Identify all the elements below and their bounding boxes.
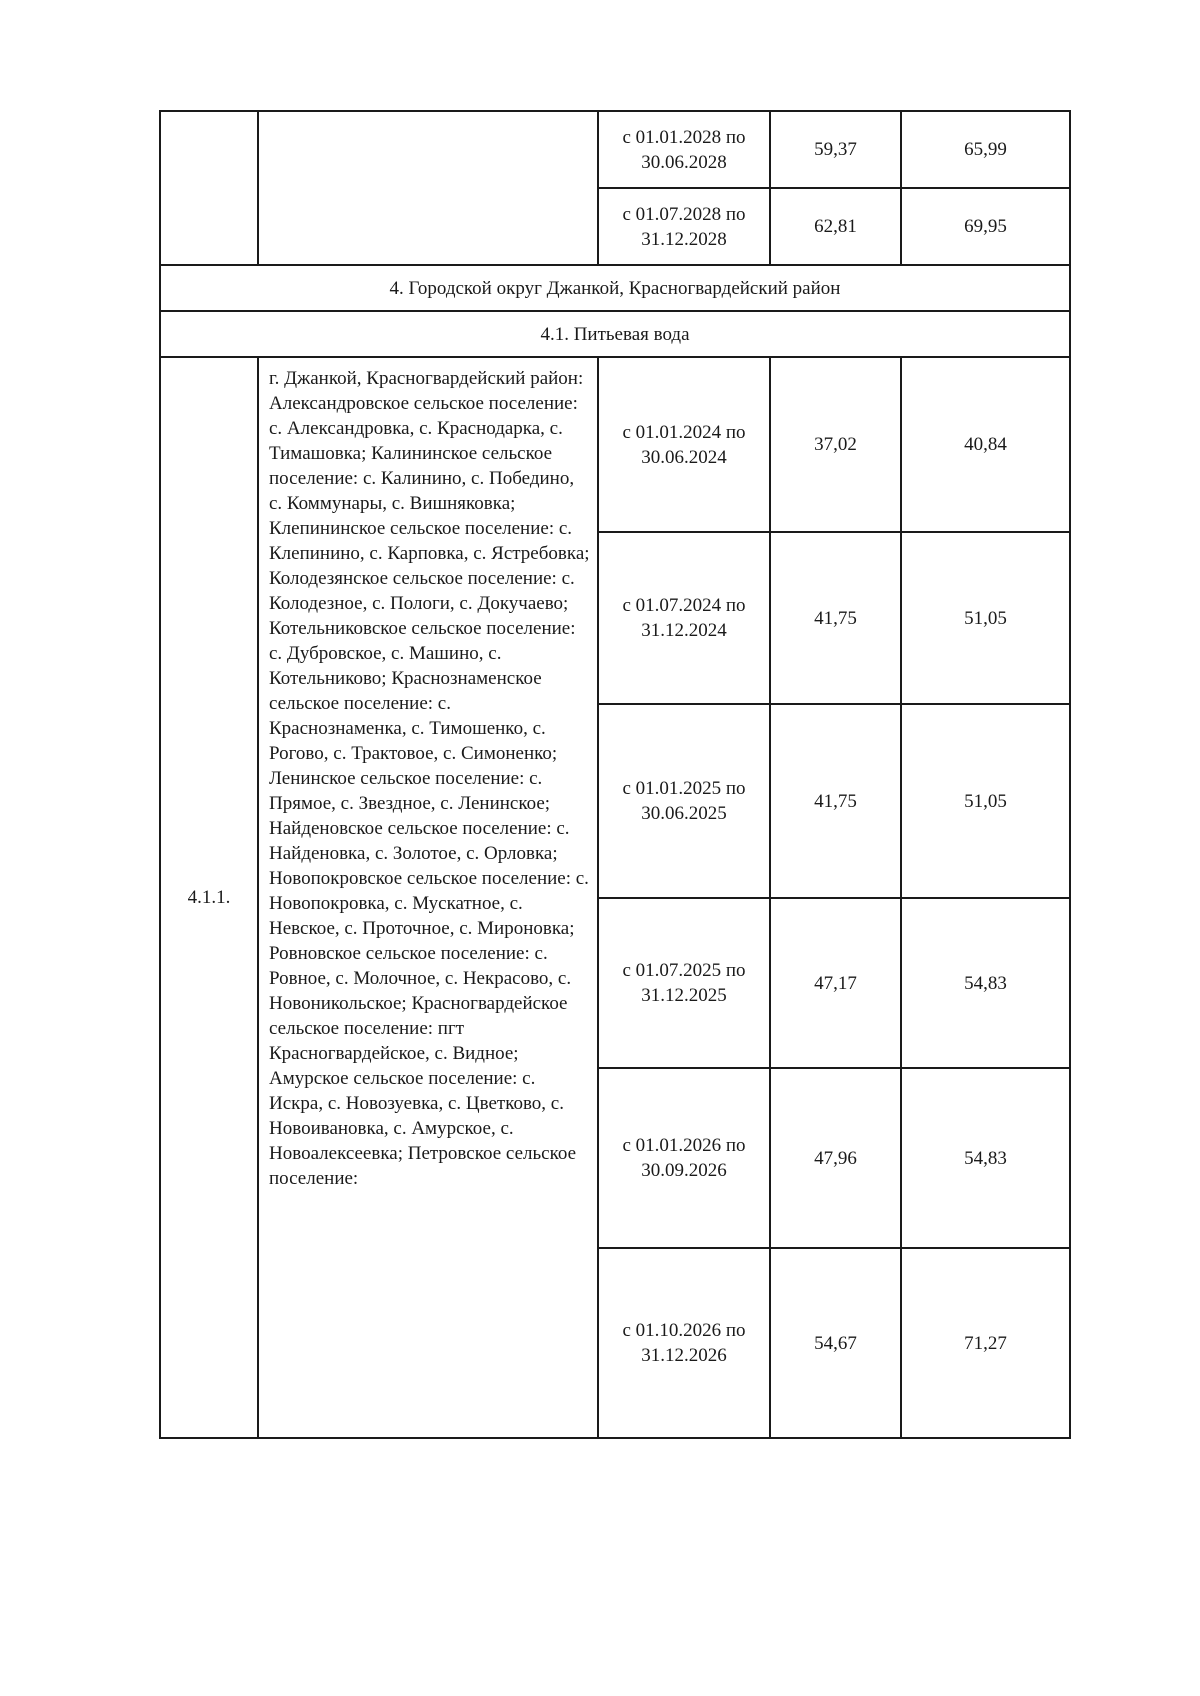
period-cell: с 01.07.2024 по 31.12.2024 (598, 532, 770, 704)
area-cell (258, 357, 598, 1438)
tariff-value-1-cell: 47,96 (770, 1068, 901, 1248)
tariff-value-1-cell: 41,75 (770, 532, 901, 704)
period-cell: с 01.07.2025 по 31.12.2025 (598, 898, 770, 1068)
tariff-value-2-cell: 71,27 (901, 1248, 1070, 1438)
area-description: г. Джанкой, Красногвардейский район: Александровское сельское поселение: с. Александровка, с. Краснодарка, с. Тимашовка; Калининское сельское поселение: с. Калинино, с. Победино, с. Коммунары, с. Вишняковка; Клепининское сельское поселение: с. Клепинино, с. Карповка, с. Ястребовка; Колодезянское сельское поселение: с. Колодезное, с. Пологи, с. Докучаево; Котельниковское сельское поселение: с. Дубровское, с. Машино, с. Котельниково; Краснознаменское сельское поселение: с. Краснознаменка, с. Тимошенко, с. Рогово, с. Трактовое, с. Симоненко; Ленинское сельское поселение: с. Прямое, с. Звездное, с. Ленинское; Найденовское сельское поселение: с. Найденовка, с. Золотое, с. Орловка; Новопокровское сельское поселение: с. Новопокровка, с. Мускатное, с. Невское, с. Проточное, с. Мироновка; Ровновское сельское поселение: с. Ровное, с. Молочное, с. Некрасово, с. Новоникольское; Красногвардейское сельское поселение: пгт Красногвардейское, с. Видное; Амурское сельское поселение: с. Искра, с. Новозуевка, с. Цветково, с. Новоивановка, с. Амурское, с. Новоалексеевка; Петровское сельское поселение: (269, 368, 590, 1189)
tariff-value-2-cell: 65,99 (901, 111, 1070, 188)
item-number: 4.1.1. (160, 357, 258, 1438)
subsection-title: 4.1. Питьевая вода (160, 311, 1070, 357)
period-cell: с 01.01.2025 по 30.06.2025 (598, 704, 770, 898)
tariff-value-2-cell: 51,05 (901, 704, 1070, 898)
period-cell: с 01.01.2028 по 30.06.2028 (598, 111, 770, 188)
tariff-value-2-cell: 54,83 (901, 1068, 1070, 1248)
tariff-value-1-cell: 54,67 (770, 1248, 901, 1438)
table-row (160, 357, 1070, 532)
subsection-header-row (160, 311, 1070, 357)
table-row (160, 111, 1070, 188)
period-cell: с 01.01.2026 по 30.09.2026 (598, 1068, 770, 1248)
area-cell (258, 111, 598, 265)
tariff-value-2-cell: 54,83 (901, 898, 1070, 1068)
tariff-value-1-cell: 47,17 (770, 898, 901, 1068)
section-header-row (160, 265, 1070, 311)
tariff-value-1-cell: 62,81 (770, 188, 901, 265)
tariff-value-1-cell: 59,37 (770, 111, 901, 188)
period-cell: с 01.07.2028 по 31.12.2028 (598, 188, 770, 265)
period-cell: с 01.01.2024 по 30.06.2024 (598, 357, 770, 532)
item-number-cell (160, 111, 258, 265)
tariff-value-2-cell: 51,05 (901, 532, 1070, 704)
tariff-value-1-cell: 37,02 (770, 357, 901, 532)
tariff-table (159, 110, 1071, 1439)
tariff-value-2-cell: 40,84 (901, 357, 1070, 532)
tariff-value-2-cell: 69,95 (901, 188, 1070, 265)
tariff-value-1-cell: 41,75 (770, 704, 901, 898)
period-cell: с 01.10.2026 по 31.12.2026 (598, 1248, 770, 1438)
section-title: 4. Городской округ Джанкой, Красногвардейский район (160, 265, 1070, 311)
